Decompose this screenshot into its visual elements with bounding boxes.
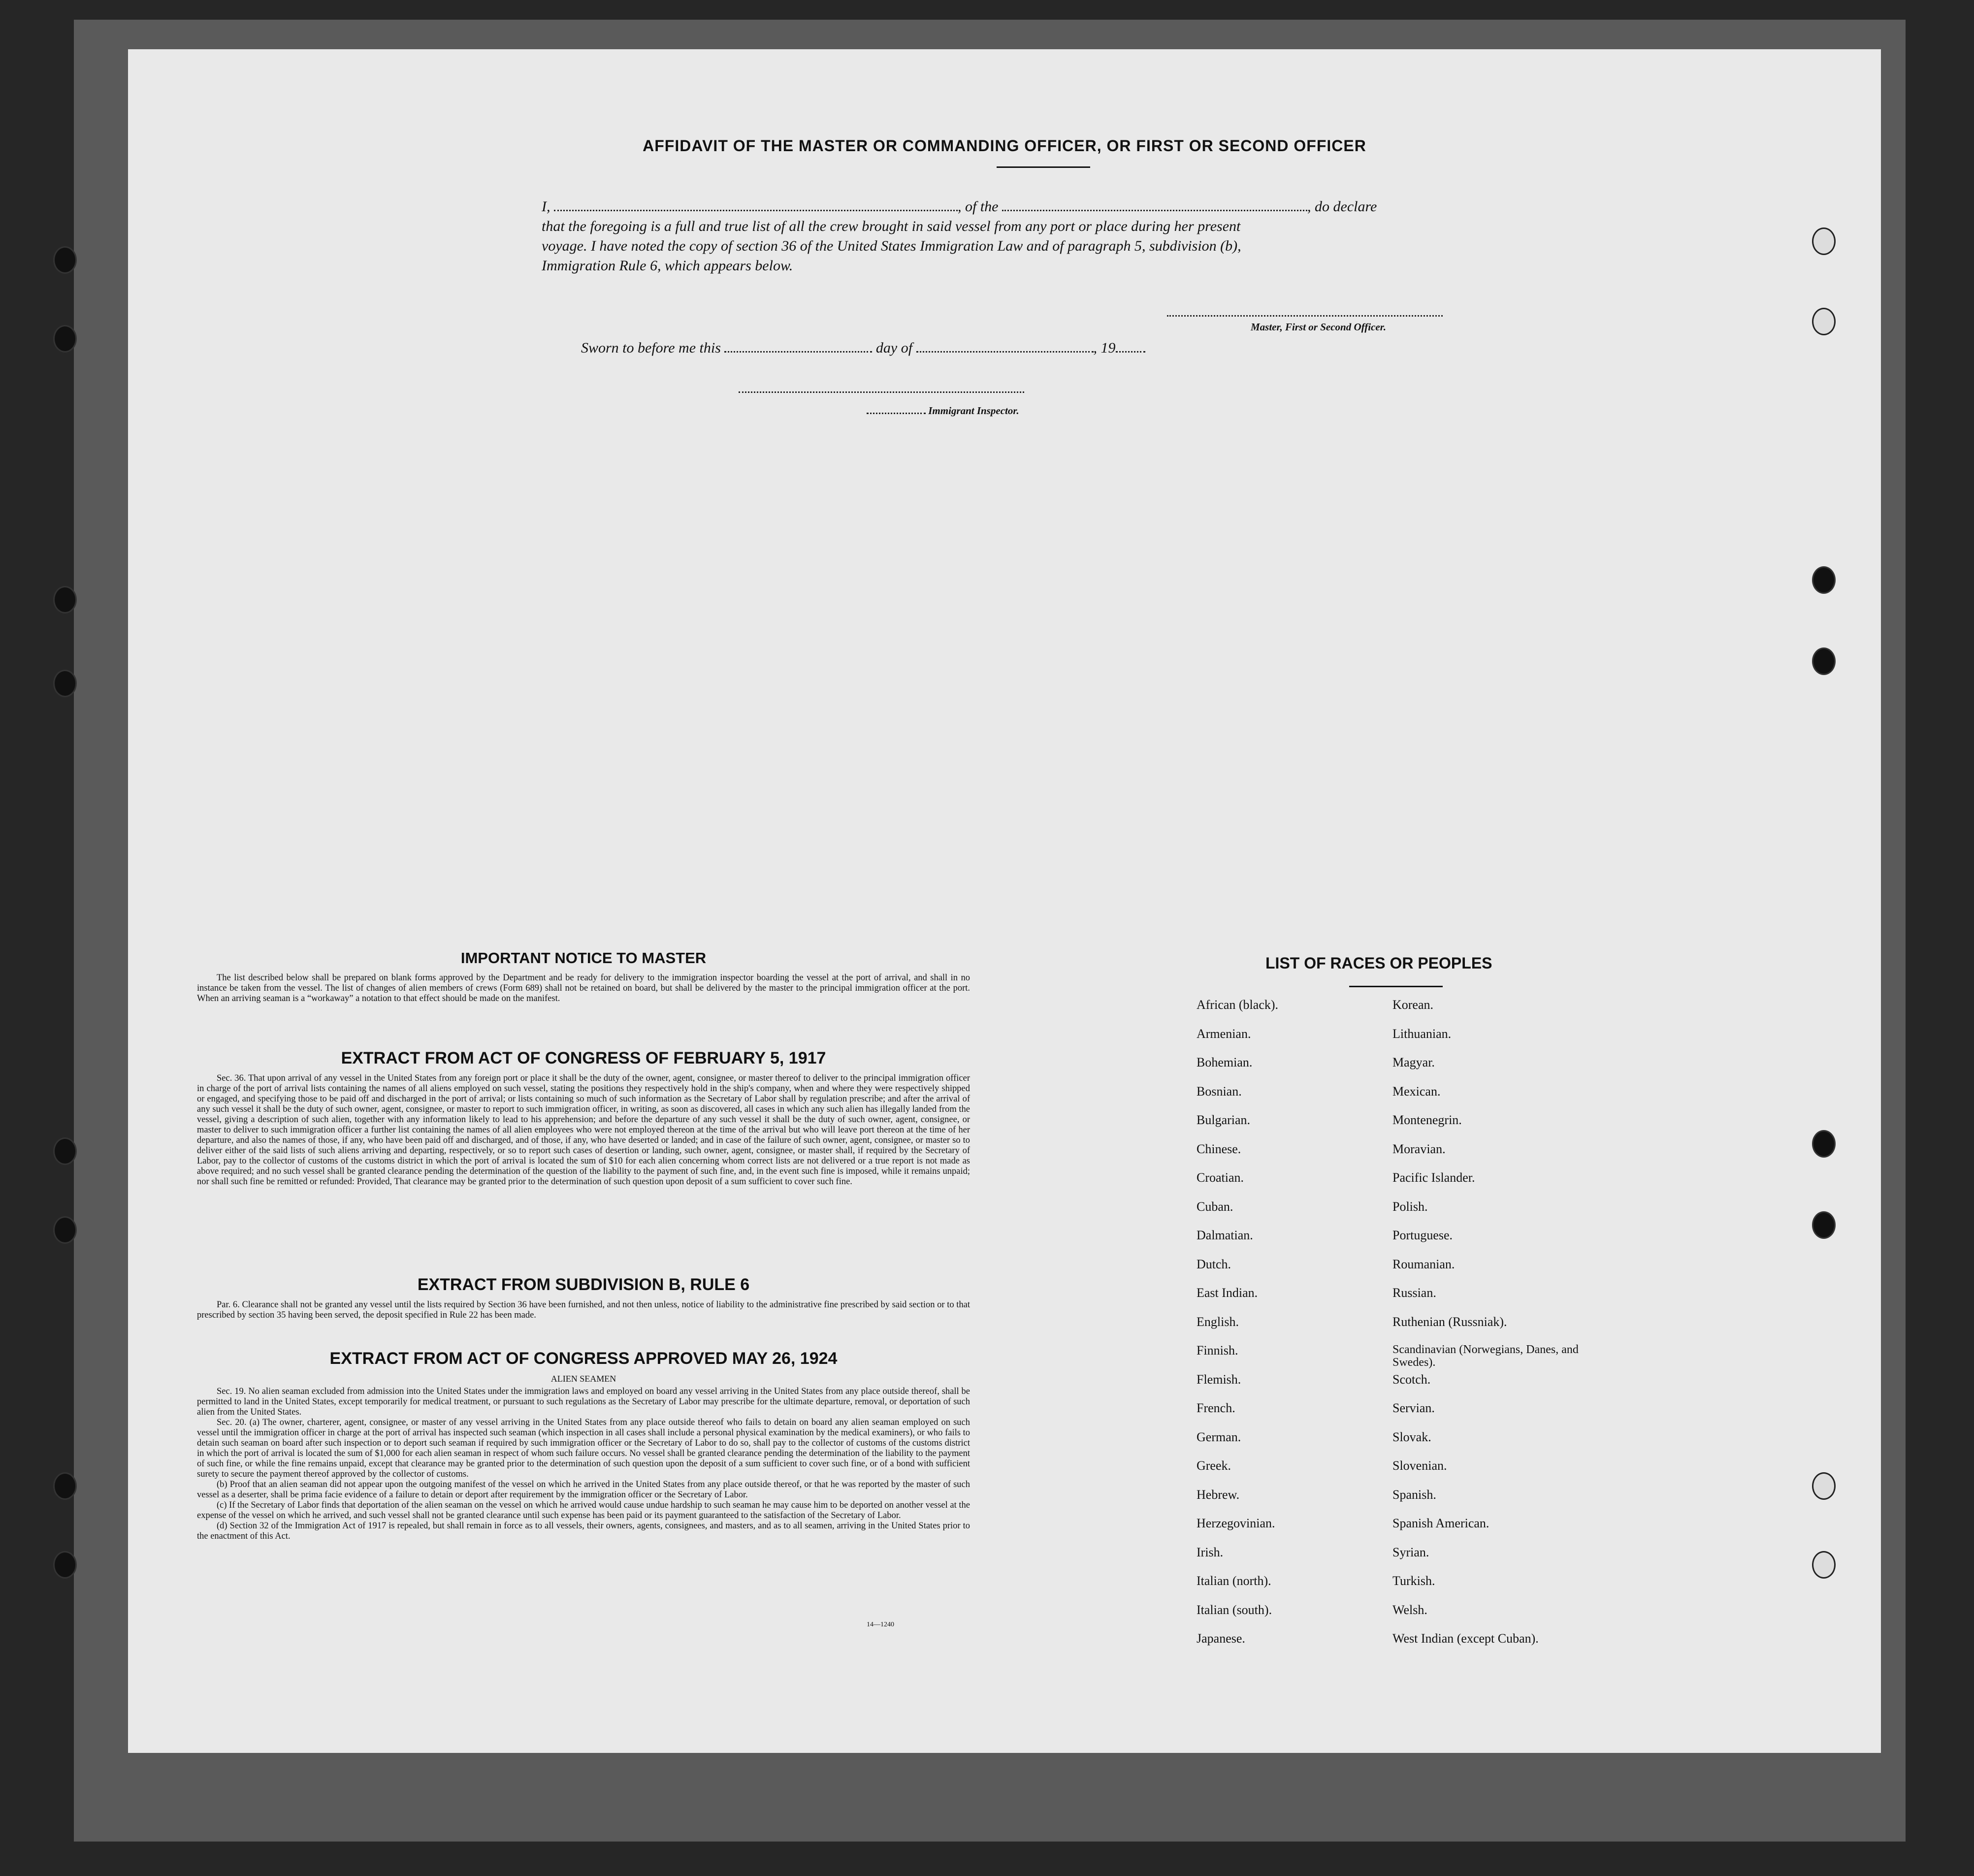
race-item: Portuguese. <box>1392 1228 1453 1242</box>
signature-caption: Master, First or Second Officer. <box>1251 321 1386 333</box>
race-item: Croatian. <box>1197 1170 1244 1185</box>
sworn-year-field[interactable] <box>1116 351 1145 353</box>
race-item: West Indian (except Cuban). <box>1392 1631 1539 1646</box>
race-item: Welsh. <box>1392 1602 1427 1617</box>
alien-seamen-subtitle: ALIEN SEAMEN <box>550 1374 616 1384</box>
binder-hole-icon <box>53 325 77 353</box>
notice-title: IMPORTANT NOTICE TO MASTER <box>460 949 707 967</box>
race-item: Pacific Islander. <box>1392 1170 1475 1185</box>
race-item: Hebrew. <box>1197 1487 1240 1502</box>
affidavit-body <box>542 197 1615 276</box>
punch-hole-icon <box>1812 1130 1836 1158</box>
race-item: Moravian. <box>1392 1141 1446 1156</box>
sec-19-paragraph: Sec. 19. No alien seaman excluded from admission into the United States under the immigration laws and employed on board any vessel arriving in the United States from any place outside thereof, shall be permitted to land in the United States, except temporarily for medical treatment, or pursuant to such regulations as the Secretary of Labor may prescribe for the ultimate departure, removal, or deportation of such alien from the United States. <box>197 1387 970 1417</box>
race-item: Dutch. <box>1197 1257 1231 1271</box>
form-number: 14—1240 <box>867 1621 894 1628</box>
race-item: Chinese. <box>1197 1141 1241 1156</box>
title-rule <box>997 166 1090 168</box>
extract-1924-title: EXTRACT FROM ACT OF CONGRESS APPROVED MAY 26, 1924 <box>329 1349 838 1368</box>
race-item: Spanish. <box>1392 1487 1436 1502</box>
sec-20c-paragraph: (c) If the Secretary of Labor finds that deportation of the alien seaman on the vessel on which he arrived would cause undue hardship to such seaman he may cause him to be deported on another vessel at the expense of the vessel on which he arrived, and such vessel shall not be granted clearance until such expense has been paid or its payment guaranteed to the satisfaction of the Secretary of Labor. <box>197 1500 970 1520</box>
race-item: Polish. <box>1392 1199 1428 1214</box>
race-item: French. <box>1197 1401 1235 1415</box>
binder-hole-icon <box>53 586 77 614</box>
race-item: Turkish. <box>1392 1574 1435 1588</box>
race-item: Irish. <box>1197 1545 1224 1559</box>
binder-hole-icon <box>53 1137 77 1165</box>
affidavit-line-4: Immigration Rule 6, which appears below. <box>542 258 793 274</box>
races-right-column <box>1392 998 1599 1660</box>
race-item: Ruthenian (Russniak). <box>1392 1314 1507 1329</box>
race-item: Armenian. <box>1197 1026 1251 1041</box>
extract-1917-text <box>197 1073 970 1187</box>
affidavit-line-2: that the foregoing is a full and true list of all the crew brought in said vessel from any port or place during her present <box>542 218 1241 234</box>
punch-hole-icon <box>1812 647 1836 675</box>
race-item: Bulgarian. <box>1197 1113 1251 1127</box>
affidavit-line-3: voyage. I have noted the copy of section 36 of the United States Immigration Law and of paragraph 5, subdivision (b), <box>542 238 1241 254</box>
extract-1917-paragraph: Sec. 36. That upon arrival of any vessel in the United States from any foreign port or place it shall be the duty of the owner, agent, consignee, or master thereof to deliver to the principal immigration officer in charge of the port of arrival lists containing the names of all aliens employed on such vessel, stating the positions they respectively hold in the ship's company, when and where they were respectively shipped or engaged, and specifying those to be paid off and discharged in the port of arrival; or lists containing so much of such information as the Secretary of Labor shall by regulation prescribe; and after the arrival of any such vessel it shall be the duty of such owner, agent, consignee, or master to report to such immigration officer, in writing, as soon as discovered, all cases in which any such alien has illegally landed from the vessel, giving a description of such alien, together with any information likely to lead to his apprehension; and before the departure of any such vessel it shall be the duty of such owner, agent, consignee, or master to deliver to such immigration officer a further list containing the names of all alien employees who were not employed thereon at the time of the arrival but who will leave port thereon at the time of her departure, and also the names of those, if any, who have been paid off and discharged, and of those, if any, who have deserted or landed; and in case of the failure of such owner, agent, consignee, or master so to deliver either of the said lists of such aliens arriving and departing, respectively, or so to report such cases of desertion or landing, such owner, agent, consignee, or master shall, if required by the Secretary of Labor, pay to the collector of customs of the customs district in which the port of arrival is located the sum of $10 for each alien concerning whom correct lists are not delivered or a true report is not made as above required; and no such vessel shall be granted clearance pending the determination of the question of the liability to the payment of such fine, and, in the event such fine is imposed, while it remains unpaid; nor shall such fine be remitted or refunded: Provided, That clearance may be granted prior to the determination of such question upon deposit of a sum sufficient to cover such fine. <box>197 1073 970 1187</box>
vessel-field[interactable] <box>1002 210 1307 211</box>
race-item: Bohemian. <box>1197 1055 1253 1069</box>
race-item: Lithuanian. <box>1392 1026 1452 1041</box>
race-item: Italian (south). <box>1197 1602 1272 1617</box>
sworn-text: Sworn to before me this <box>581 340 721 356</box>
punch-hole-icon <box>1812 227 1836 255</box>
inspector-signature-line[interactable] <box>739 391 1024 393</box>
race-item: English. <box>1197 1314 1239 1329</box>
affidavit-title: AFFIDAVIT OF THE MASTER OR COMMANDING OFFICER, OR FIRST OR SECOND OFFICER <box>643 137 1366 155</box>
race-item: Korean. <box>1392 998 1434 1012</box>
race-item: Scotch. <box>1392 1372 1431 1387</box>
race-item: Montenegrin. <box>1392 1113 1462 1127</box>
affidavit-of-text: , of the <box>958 198 999 215</box>
subdivision-text <box>197 1300 970 1321</box>
notice-paragraph: The list described below shall be prepared on blank forms approved by the Department and be ready for delivery to the immigration inspector boarding the vessel at the port of arrival, and shall in no instance be taken from the vessel. The list of changes of alien members of crews (Form 689) shall not be retained on board, but shall be delivered by the master to the principal immigration officer at the port. When an arriving seaman is a “workaway” a notation to that effect should be made on the manifest. <box>197 973 970 1003</box>
sworn-month-field[interactable] <box>916 351 1094 353</box>
race-item: East Indian. <box>1197 1286 1258 1300</box>
affidavit-declare-text: , do declare <box>1307 198 1377 215</box>
race-item: Roumanian. <box>1392 1257 1455 1271</box>
races-left-column <box>1197 998 1374 1660</box>
race-item: Servian. <box>1392 1401 1435 1415</box>
races-rule <box>1349 986 1443 987</box>
extract-1924-text <box>197 1387 970 1542</box>
binder-hole-icon <box>53 246 77 274</box>
race-item: Flemish. <box>1197 1372 1241 1387</box>
race-item: Slovak. <box>1392 1429 1431 1444</box>
race-item: Finnish. <box>1197 1343 1238 1358</box>
inspector-row <box>867 405 1019 417</box>
race-item: Spanish American. <box>1392 1516 1489 1530</box>
race-item: Syrian. <box>1392 1545 1429 1559</box>
subdivision-paragraph: Par. 6. Clearance shall not be granted any vessel until the lists required by Section 36 have been furnished, and not then unless, notice of liability to the administrative fine prescribed by said section or to that prescribed by section 35 having been served, the deposit specified in Rule 22 has been made. <box>197 1300 970 1320</box>
race-item: Japanese. <box>1197 1631 1245 1646</box>
race-item: Greek. <box>1197 1458 1231 1473</box>
race-item: Bosnian. <box>1197 1084 1242 1099</box>
year-text: , 19 <box>1093 340 1116 356</box>
sworn-line <box>581 340 1145 356</box>
punch-hole-icon <box>1812 308 1836 335</box>
binder-hole-icon <box>53 1551 77 1579</box>
race-item: Magyar. <box>1392 1055 1435 1069</box>
punch-hole-icon <box>1812 1211 1836 1239</box>
binder-hole-icon <box>53 1216 77 1244</box>
races-title: LIST OF RACES OR PEOPLES <box>1265 954 1492 972</box>
sec-20d-paragraph: (d) Section 32 of the Immigration Act of 1917 is repealed, but shall remain in force as to all vessels, their owners, agents, consignees, and masters, and as to all seamen, arriving in the United States prior to the enactment of this Act. <box>197 1521 970 1541</box>
race-item: Italian (north). <box>1197 1574 1271 1588</box>
signature-line[interactable] <box>1167 315 1443 317</box>
affidavit-i-text: I, <box>542 198 550 215</box>
race-item: Scandinavian (Norwegians, Danes, and Swedes). <box>1392 1343 1579 1369</box>
race-item: African (black). <box>1197 998 1279 1012</box>
punch-hole-icon <box>1812 566 1836 594</box>
inspector-name-field[interactable] <box>867 413 926 414</box>
sec-20a-paragraph: Sec. 20. (a) The owner, charterer, agent, consignee, or master of any vessel arriving in the United States from any place outside thereof who fails to detain on board any alien seaman employed on such vessel until the immigration officer in charge at the port of arrival has inspected such seaman (which inspection in all cases shall include a personal physical examination by the medical examiners), or who fails to detain such seaman on board after such inspection or to deport such seaman if required by such immigration officer or the Secretary of Labor to do so, shall pay to the collector of customs of the customs district in which the port of arrival is located the sum of $1,000 for each alien seaman in respect of whom such failure occurs. No vessel shall be granted clearance pending the determination of the liability to the payment of such fine, or while the fine remains unpaid, except that clearance may be granted prior to the determination of such question upon the deposit of a sum sufficient to cover such fine, or of a bond with sufficient surety to secure the payment thereof approved by the collector of customs. <box>197 1418 970 1479</box>
notice-text <box>197 973 970 1004</box>
day-of-text: day of <box>875 340 913 356</box>
race-item: Cuban. <box>1197 1199 1233 1214</box>
race-item: Slovenian. <box>1392 1458 1447 1473</box>
race-item: Dalmatian. <box>1197 1228 1253 1242</box>
race-item: German. <box>1197 1429 1241 1444</box>
extract-1917-title: EXTRACT FROM ACT OF CONGRESS OF FEBRUARY 5, 1917 <box>341 1049 826 1067</box>
inspector-caption: Immigrant Inspector. <box>928 405 1019 417</box>
sec-20b-paragraph: (b) Proof that an alien seaman did not appear upon the outgoing manifest of the vessel on which he arrived in the United States from any place outside thereof, or that he was reported by the master of such vessel as a deserter, shall be prima facie evidence of a failure to detain or deport after requirement by the immigration officer or the Secretary of Labor. <box>197 1480 970 1500</box>
affidavit-line-1 <box>542 197 1615 217</box>
punch-hole-icon <box>1812 1472 1836 1500</box>
race-item: Herzegovinian. <box>1197 1516 1275 1530</box>
binder-hole-icon <box>53 1472 77 1500</box>
form-page <box>128 49 1881 1753</box>
punch-hole-icon <box>1812 1551 1836 1579</box>
race-item: Russian. <box>1392 1286 1436 1300</box>
binder-hole-icon <box>53 670 77 697</box>
sworn-day-field[interactable] <box>724 351 872 353</box>
subdivision-title: EXTRACT FROM SUBDIVISION B, RULE 6 <box>417 1275 750 1294</box>
race-item: Mexican. <box>1392 1084 1441 1099</box>
name-field[interactable] <box>554 210 958 211</box>
